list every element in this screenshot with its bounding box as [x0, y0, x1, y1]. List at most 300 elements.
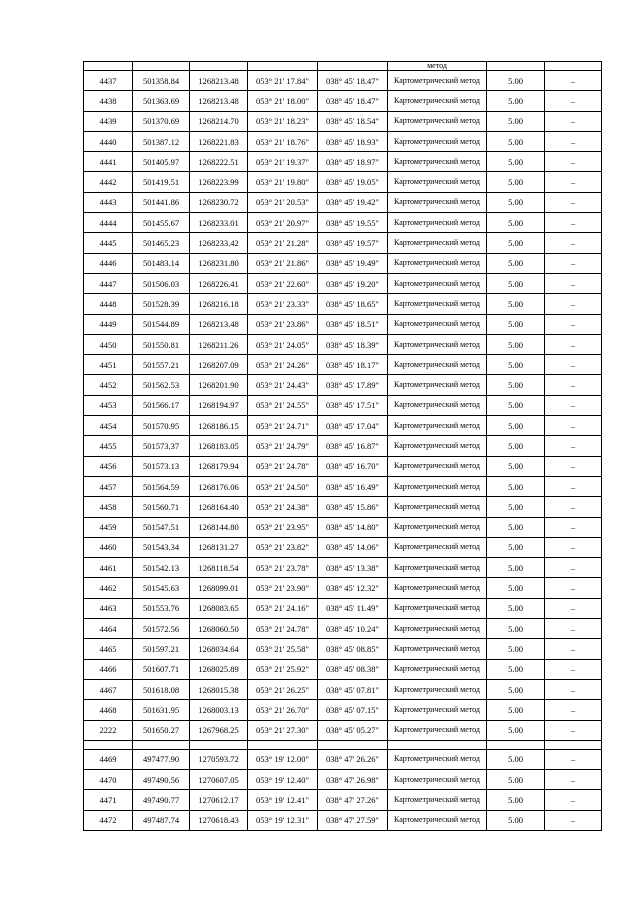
- table-row: [84, 416, 602, 436]
- x-coordinate-cell: 497487.74: [133, 810, 190, 830]
- description-cell: –: [545, 395, 602, 415]
- x-coordinate-cell: 501465.23: [133, 233, 190, 253]
- description-cell: –: [545, 679, 602, 699]
- point-number-cell: 4447: [84, 273, 133, 293]
- longitude-cell: 038° 45' 19.57": [318, 233, 388, 253]
- table-row: [84, 111, 602, 131]
- x-coordinate-cell: 501455.67: [133, 213, 190, 233]
- table-row: [84, 436, 602, 456]
- point-number-cell: 4440: [84, 131, 133, 151]
- method-cell: Картометрический метод: [388, 497, 487, 517]
- method-cell: Картометрический метод: [388, 152, 487, 172]
- longitude-cell: 038° 45' 14.80": [318, 517, 388, 537]
- latitude-cell: 053° 21' 18.00": [248, 91, 318, 111]
- y-coordinate-cell: 1268207.09: [190, 355, 248, 375]
- accuracy-cell: 5.00: [487, 395, 545, 415]
- description-cell: –: [545, 233, 602, 253]
- y-coordinate-cell: 1268083.65: [190, 598, 248, 618]
- longitude-cell: 038° 45' 17.04": [318, 416, 388, 436]
- method-cell: Картометрический метод: [388, 619, 487, 639]
- table-row: [84, 578, 602, 598]
- method-cell: Картометрический метод: [388, 749, 487, 769]
- x-coordinate-cell: 501566.17: [133, 395, 190, 415]
- table-row: [84, 456, 602, 476]
- point-number-cell: 4459: [84, 517, 133, 537]
- accuracy-cell: 5.00: [487, 790, 545, 810]
- method-cell: Картометрический метод: [388, 578, 487, 598]
- latitude-cell: 053° 21' 22.60": [248, 273, 318, 293]
- latitude-cell: 053° 21' 17.84": [248, 71, 318, 91]
- accuracy-cell: 5.00: [487, 131, 545, 151]
- accuracy-cell: 5.00: [487, 172, 545, 192]
- y-coordinate-cell: 1270607.05: [190, 770, 248, 790]
- point-number-cell: 4445: [84, 233, 133, 253]
- description-cell: –: [545, 598, 602, 618]
- method-cell: Картометрический метод: [388, 375, 487, 395]
- accuracy-cell: 5.00: [487, 213, 545, 233]
- method-cell: Картометрический метод: [388, 700, 487, 720]
- longitude-cell: 038° 45' 07.81": [318, 679, 388, 699]
- point-number-cell: 4462: [84, 578, 133, 598]
- x-coordinate-cell: 501544.89: [133, 314, 190, 334]
- table-row: [84, 639, 602, 659]
- x-coordinate-cell: 501553.76: [133, 598, 190, 618]
- y-coordinate-cell: 1268118.54: [190, 558, 248, 578]
- description-cell: –: [545, 619, 602, 639]
- x-coordinate-cell: 501405.97: [133, 152, 190, 172]
- longitude-cell: 038° 45' 18.47": [318, 91, 388, 111]
- accuracy-cell: 5.00: [487, 71, 545, 91]
- longitude-cell: 038° 45' 12.32": [318, 578, 388, 598]
- point-number-cell: 4449: [84, 314, 133, 334]
- y-coordinate-cell: 1268213.48: [190, 91, 248, 111]
- longitude-cell: 038° 45' 18.93": [318, 131, 388, 151]
- description-cell: –: [545, 314, 602, 334]
- x-coordinate-cell: 501483.14: [133, 253, 190, 273]
- description-cell: –: [545, 334, 602, 354]
- accuracy-cell: 5.00: [487, 578, 545, 598]
- latitude-cell: 053° 21' 25.92": [248, 659, 318, 679]
- x-coordinate-cell: 501564.59: [133, 476, 190, 496]
- longitude-cell: 038° 45' 16.70": [318, 456, 388, 476]
- x-coordinate-cell: 501557.21: [133, 355, 190, 375]
- description-cell: –: [545, 71, 602, 91]
- method-cell: Картометрический метод: [388, 253, 487, 273]
- longitude-cell: 038° 45' 10.24": [318, 619, 388, 639]
- description-cell: –: [545, 537, 602, 557]
- y-coordinate-cell: 1268233.01: [190, 213, 248, 233]
- latitude-cell: 053° 21' 24.78": [248, 619, 318, 639]
- point-number-cell: 4451: [84, 355, 133, 375]
- y-coordinate-cell: 1268099.01: [190, 578, 248, 598]
- description-cell: –: [545, 375, 602, 395]
- x-coordinate-cell: 501607.71: [133, 659, 190, 679]
- method-cell: Картометрический метод: [388, 213, 487, 233]
- x-coordinate-cell: 501542.13: [133, 558, 190, 578]
- y-coordinate-cell: 1268015.38: [190, 679, 248, 699]
- point-number-cell: 4452: [84, 375, 133, 395]
- y-coordinate-cell: 1270593.72: [190, 749, 248, 769]
- point-number-cell: 4461: [84, 558, 133, 578]
- method-cell: Картометрический метод: [388, 355, 487, 375]
- point-number-cell: 4438: [84, 91, 133, 111]
- y-coordinate-cell: 1268221.83: [190, 131, 248, 151]
- accuracy-cell: 5.00: [487, 334, 545, 354]
- description-cell: –: [545, 558, 602, 578]
- longitude-cell: 038° 45' 17.89": [318, 375, 388, 395]
- table-row: [84, 770, 602, 790]
- method-cell: Картометрический метод: [388, 659, 487, 679]
- point-number-cell: 4448: [84, 294, 133, 314]
- accuracy-cell: 5.00: [487, 497, 545, 517]
- accuracy-cell: 5.00: [487, 679, 545, 699]
- description-cell: –: [545, 456, 602, 476]
- table-row: [84, 314, 602, 334]
- table-row: [84, 253, 602, 273]
- accuracy-cell: 5.00: [487, 273, 545, 293]
- point-number-cell: 4464: [84, 619, 133, 639]
- accuracy-cell: 5.00: [487, 253, 545, 273]
- latitude-cell: 053° 21' 23.78": [248, 558, 318, 578]
- accuracy-cell: 5.00: [487, 598, 545, 618]
- x-coordinate-cell: 501545.63: [133, 578, 190, 598]
- latitude-cell: 053° 21' 24.16": [248, 598, 318, 618]
- latitude-cell: 053° 21' 26.70": [248, 700, 318, 720]
- description-cell: –: [545, 355, 602, 375]
- accuracy-cell: 5.00: [487, 111, 545, 131]
- description-cell: –: [545, 810, 602, 830]
- x-coordinate-cell: 501562.53: [133, 375, 190, 395]
- accuracy-cell: 5.00: [487, 700, 545, 720]
- point-number-cell: 4443: [84, 192, 133, 212]
- longitude-cell: 038° 45' 19.55": [318, 213, 388, 233]
- longitude-cell: 038° 45' 18.97": [318, 152, 388, 172]
- point-number-cell: 4442: [84, 172, 133, 192]
- longitude-cell: 038° 45' 19.42": [318, 192, 388, 212]
- method-cell: Картометрический метод: [388, 598, 487, 618]
- y-coordinate-cell: 1268213.48: [190, 71, 248, 91]
- latitude-cell: 053° 21' 23.33": [248, 294, 318, 314]
- y-coordinate-cell: 1268179.94: [190, 456, 248, 476]
- description-cell: –: [545, 497, 602, 517]
- x-coordinate-cell: 501573.37: [133, 436, 190, 456]
- x-coordinate-cell: 501547.51: [133, 517, 190, 537]
- method-cell: Картометрический метод: [388, 810, 487, 830]
- x-coordinate-cell: 501543.34: [133, 537, 190, 557]
- y-coordinate-cell: 1268034.64: [190, 639, 248, 659]
- y-coordinate-cell: 1268216.18: [190, 294, 248, 314]
- longitude-cell: 038° 45' 18.54": [318, 111, 388, 131]
- method-cell: Картометрический метод: [388, 334, 487, 354]
- point-number-cell: 4465: [84, 639, 133, 659]
- point-number-cell: 4470: [84, 770, 133, 790]
- description-cell: –: [545, 294, 602, 314]
- latitude-cell: 053° 21' 24.05": [248, 334, 318, 354]
- latitude-cell: 053° 21' 24.43": [248, 375, 318, 395]
- coordinates-table: [83, 61, 602, 831]
- longitude-cell: 038° 45' 14.06": [318, 537, 388, 557]
- point-number-cell: 4453: [84, 395, 133, 415]
- point-number-cell: 4471: [84, 790, 133, 810]
- y-coordinate-cell: 1268186.15: [190, 416, 248, 436]
- method-cell: Картометрический метод: [388, 720, 487, 740]
- table-row: [84, 700, 602, 720]
- accuracy-cell: 5.00: [487, 152, 545, 172]
- latitude-cell: 053° 21' 21.28": [248, 233, 318, 253]
- latitude-cell: 053° 21' 18.76": [248, 131, 318, 151]
- y-coordinate-cell: 1268164.40: [190, 497, 248, 517]
- table-body: [84, 62, 602, 831]
- description-cell: –: [545, 720, 602, 740]
- method-cell: Картометрический метод: [388, 233, 487, 253]
- point-number-cell: 4454: [84, 416, 133, 436]
- description-cell: –: [545, 111, 602, 131]
- method-cell: Картометрический метод: [388, 91, 487, 111]
- longitude-cell: 038° 45' 19.20": [318, 273, 388, 293]
- point-number-cell: 4444: [84, 213, 133, 233]
- description-cell: –: [545, 476, 602, 496]
- table-row: [84, 558, 602, 578]
- table-row: [84, 273, 602, 293]
- latitude-cell: 053° 21' 27.30": [248, 720, 318, 740]
- y-coordinate-cell: 1268214.70: [190, 111, 248, 131]
- longitude-cell: 038° 45' 13.38": [318, 558, 388, 578]
- y-coordinate-cell: 1268222.51: [190, 152, 248, 172]
- description-cell: –: [545, 517, 602, 537]
- accuracy-cell: 5.00: [487, 517, 545, 537]
- x-coordinate-cell: 501560.71: [133, 497, 190, 517]
- latitude-cell: 053° 19' 12.00": [248, 749, 318, 769]
- x-coordinate-cell: 501573.13: [133, 456, 190, 476]
- latitude-cell: 053° 21' 24.55": [248, 395, 318, 415]
- x-coordinate-cell: 501618.08: [133, 679, 190, 699]
- table-row: [84, 598, 602, 618]
- point-number-cell: 4455: [84, 436, 133, 456]
- y-coordinate-cell: 1268230.72: [190, 192, 248, 212]
- method-cell: метод: [388, 62, 487, 71]
- y-coordinate-cell: 1268223.99: [190, 172, 248, 192]
- y-coordinate-cell: 1268003.13: [190, 700, 248, 720]
- point-number-cell: 4456: [84, 456, 133, 476]
- table-row: [84, 517, 602, 537]
- table-row: [84, 720, 602, 740]
- y-coordinate-cell: 1268060.50: [190, 619, 248, 639]
- table-row: [84, 233, 602, 253]
- table-row: [84, 375, 602, 395]
- x-coordinate-cell: 497490.77: [133, 790, 190, 810]
- table-row: [84, 152, 602, 172]
- table-row: [84, 334, 602, 354]
- longitude-cell: 038° 45' 07.15": [318, 700, 388, 720]
- accuracy-cell: 5.00: [487, 749, 545, 769]
- longitude-cell: 038° 47' 26.98": [318, 770, 388, 790]
- y-coordinate-cell: 1268025.89: [190, 659, 248, 679]
- y-coordinate-cell: 1268131.27: [190, 537, 248, 557]
- method-cell: Картометрический метод: [388, 273, 487, 293]
- accuracy-cell: 5.00: [487, 476, 545, 496]
- description-cell: –: [545, 770, 602, 790]
- point-number-cell: 2222: [84, 720, 133, 740]
- x-coordinate-cell: 501370.69: [133, 111, 190, 131]
- longitude-cell: 038° 45' 18.51": [318, 314, 388, 334]
- description-cell: –: [545, 436, 602, 456]
- table-row-continuation: [84, 62, 602, 71]
- x-coordinate-cell: 497477.90: [133, 749, 190, 769]
- method-cell: Картометрический метод: [388, 517, 487, 537]
- longitude-cell: 038° 45' 18.47": [318, 71, 388, 91]
- description-cell: –: [545, 639, 602, 659]
- table-row: [84, 172, 602, 192]
- latitude-cell: 053° 21' 24.78": [248, 456, 318, 476]
- description-cell: –: [545, 131, 602, 151]
- description-cell: –: [545, 749, 602, 769]
- accuracy-cell: 5.00: [487, 456, 545, 476]
- x-coordinate-cell: 501363.69: [133, 91, 190, 111]
- accuracy-cell: 5.00: [487, 314, 545, 334]
- point-number-cell: 4458: [84, 497, 133, 517]
- description-cell: –: [545, 91, 602, 111]
- accuracy-cell: 5.00: [487, 537, 545, 557]
- table-row: [84, 71, 602, 91]
- accuracy-cell: 5.00: [487, 233, 545, 253]
- latitude-cell: 053° 21' 24.38": [248, 497, 318, 517]
- longitude-cell: 038° 45' 16.87": [318, 436, 388, 456]
- point-number-cell: 4450: [84, 334, 133, 354]
- point-number-cell: 4441: [84, 152, 133, 172]
- accuracy-cell: 5.00: [487, 659, 545, 679]
- point-number-cell: 4439: [84, 111, 133, 131]
- x-coordinate-cell: 501441.86: [133, 192, 190, 212]
- latitude-cell: 053° 19' 12.41": [248, 790, 318, 810]
- accuracy-cell: 5.00: [487, 91, 545, 111]
- longitude-cell: 038° 45' 17.51": [318, 395, 388, 415]
- point-number-cell: 4468: [84, 700, 133, 720]
- x-coordinate-cell: 501550.81: [133, 334, 190, 354]
- accuracy-cell: 5.00: [487, 720, 545, 740]
- point-number-cell: 4446: [84, 253, 133, 273]
- method-cell: Картометрический метод: [388, 294, 487, 314]
- x-coordinate-cell: 501570.95: [133, 416, 190, 436]
- latitude-cell: 053° 21' 20.97": [248, 213, 318, 233]
- point-number-cell: 4472: [84, 810, 133, 830]
- table-row: [84, 749, 602, 769]
- point-number-cell: 4469: [84, 749, 133, 769]
- point-number-cell: 4460: [84, 537, 133, 557]
- description-cell: –: [545, 790, 602, 810]
- accuracy-cell: 5.00: [487, 436, 545, 456]
- table-row: [84, 537, 602, 557]
- y-coordinate-cell: 1268176.06: [190, 476, 248, 496]
- longitude-cell: 038° 45' 18.39": [318, 334, 388, 354]
- x-coordinate-cell: 501419.51: [133, 172, 190, 192]
- x-coordinate-cell: 501650.27: [133, 720, 190, 740]
- x-coordinate-cell: 501387.12: [133, 131, 190, 151]
- point-number-cell: 4467: [84, 679, 133, 699]
- table-row: [84, 395, 602, 415]
- table-row: [84, 192, 602, 212]
- method-cell: Картометрический метод: [388, 679, 487, 699]
- description-cell: –: [545, 253, 602, 273]
- longitude-cell: 038° 45' 16.49": [318, 476, 388, 496]
- description-cell: –: [545, 416, 602, 436]
- longitude-cell: 038° 47' 27.59": [318, 810, 388, 830]
- y-coordinate-cell: 1270612.17: [190, 790, 248, 810]
- method-cell: Картометрический метод: [388, 790, 487, 810]
- table-row: [84, 131, 602, 151]
- accuracy-cell: 5.00: [487, 770, 545, 790]
- table-row: [84, 679, 602, 699]
- latitude-cell: 053° 21' 23.86": [248, 314, 318, 334]
- longitude-cell: 038° 45' 18.17": [318, 355, 388, 375]
- accuracy-cell: 5.00: [487, 192, 545, 212]
- latitude-cell: 053° 21' 26.25": [248, 679, 318, 699]
- method-cell: Картометрический метод: [388, 314, 487, 334]
- description-cell: –: [545, 152, 602, 172]
- y-coordinate-cell: 1268201.90: [190, 375, 248, 395]
- method-cell: Картометрический метод: [388, 476, 487, 496]
- accuracy-cell: 5.00: [487, 355, 545, 375]
- method-cell: Картометрический метод: [388, 131, 487, 151]
- accuracy-cell: 5.00: [487, 375, 545, 395]
- point-number-cell: 4437: [84, 71, 133, 91]
- x-coordinate-cell: 501572.56: [133, 619, 190, 639]
- latitude-cell: 053° 21' 24.26": [248, 355, 318, 375]
- latitude-cell: 053° 21' 19.80": [248, 172, 318, 192]
- accuracy-cell: 5.00: [487, 558, 545, 578]
- table-row: [84, 659, 602, 679]
- y-coordinate-cell: 1268194.97: [190, 395, 248, 415]
- latitude-cell: 053° 19' 12.31": [248, 810, 318, 830]
- y-coordinate-cell: 1268213.48: [190, 314, 248, 334]
- method-cell: Картометрический метод: [388, 558, 487, 578]
- table-row: [84, 497, 602, 517]
- y-coordinate-cell: 1268231.80: [190, 253, 248, 273]
- method-cell: Картометрический метод: [388, 436, 487, 456]
- accuracy-cell: 5.00: [487, 619, 545, 639]
- longitude-cell: 038° 47' 26.26": [318, 749, 388, 769]
- latitude-cell: 053° 21' 24.79": [248, 436, 318, 456]
- latitude-cell: 053° 21' 19.37": [248, 152, 318, 172]
- table-row-separator: [84, 740, 602, 749]
- longitude-cell: 038° 45' 11.49": [318, 598, 388, 618]
- method-cell: Картометрический метод: [388, 537, 487, 557]
- table-row: [84, 355, 602, 375]
- method-cell: Картометрический метод: [388, 111, 487, 131]
- latitude-cell: 053° 21' 24.71": [248, 416, 318, 436]
- latitude-cell: 053° 21' 25.58": [248, 639, 318, 659]
- longitude-cell: 038° 45' 05.27": [318, 720, 388, 740]
- accuracy-cell: 5.00: [487, 294, 545, 314]
- accuracy-cell: 5.00: [487, 639, 545, 659]
- method-cell: Картометрический метод: [388, 71, 487, 91]
- y-coordinate-cell: 1267968.25: [190, 720, 248, 740]
- y-coordinate-cell: 1268183.05: [190, 436, 248, 456]
- latitude-cell: 053° 19' 12.40": [248, 770, 318, 790]
- method-cell: Картометрический метод: [388, 416, 487, 436]
- x-coordinate-cell: 501597.21: [133, 639, 190, 659]
- method-cell: Картометрический метод: [388, 456, 487, 476]
- method-cell: Картометрический метод: [388, 770, 487, 790]
- description-cell: –: [545, 192, 602, 212]
- method-cell: Картометрический метод: [388, 639, 487, 659]
- description-cell: –: [545, 273, 602, 293]
- longitude-cell: 038° 45' 08.38": [318, 659, 388, 679]
- y-coordinate-cell: 1270618.43: [190, 810, 248, 830]
- x-coordinate-cell: 497490.56: [133, 770, 190, 790]
- table-row: [84, 790, 602, 810]
- longitude-cell: 038° 45' 19.05": [318, 172, 388, 192]
- method-cell: Картометрический метод: [388, 172, 487, 192]
